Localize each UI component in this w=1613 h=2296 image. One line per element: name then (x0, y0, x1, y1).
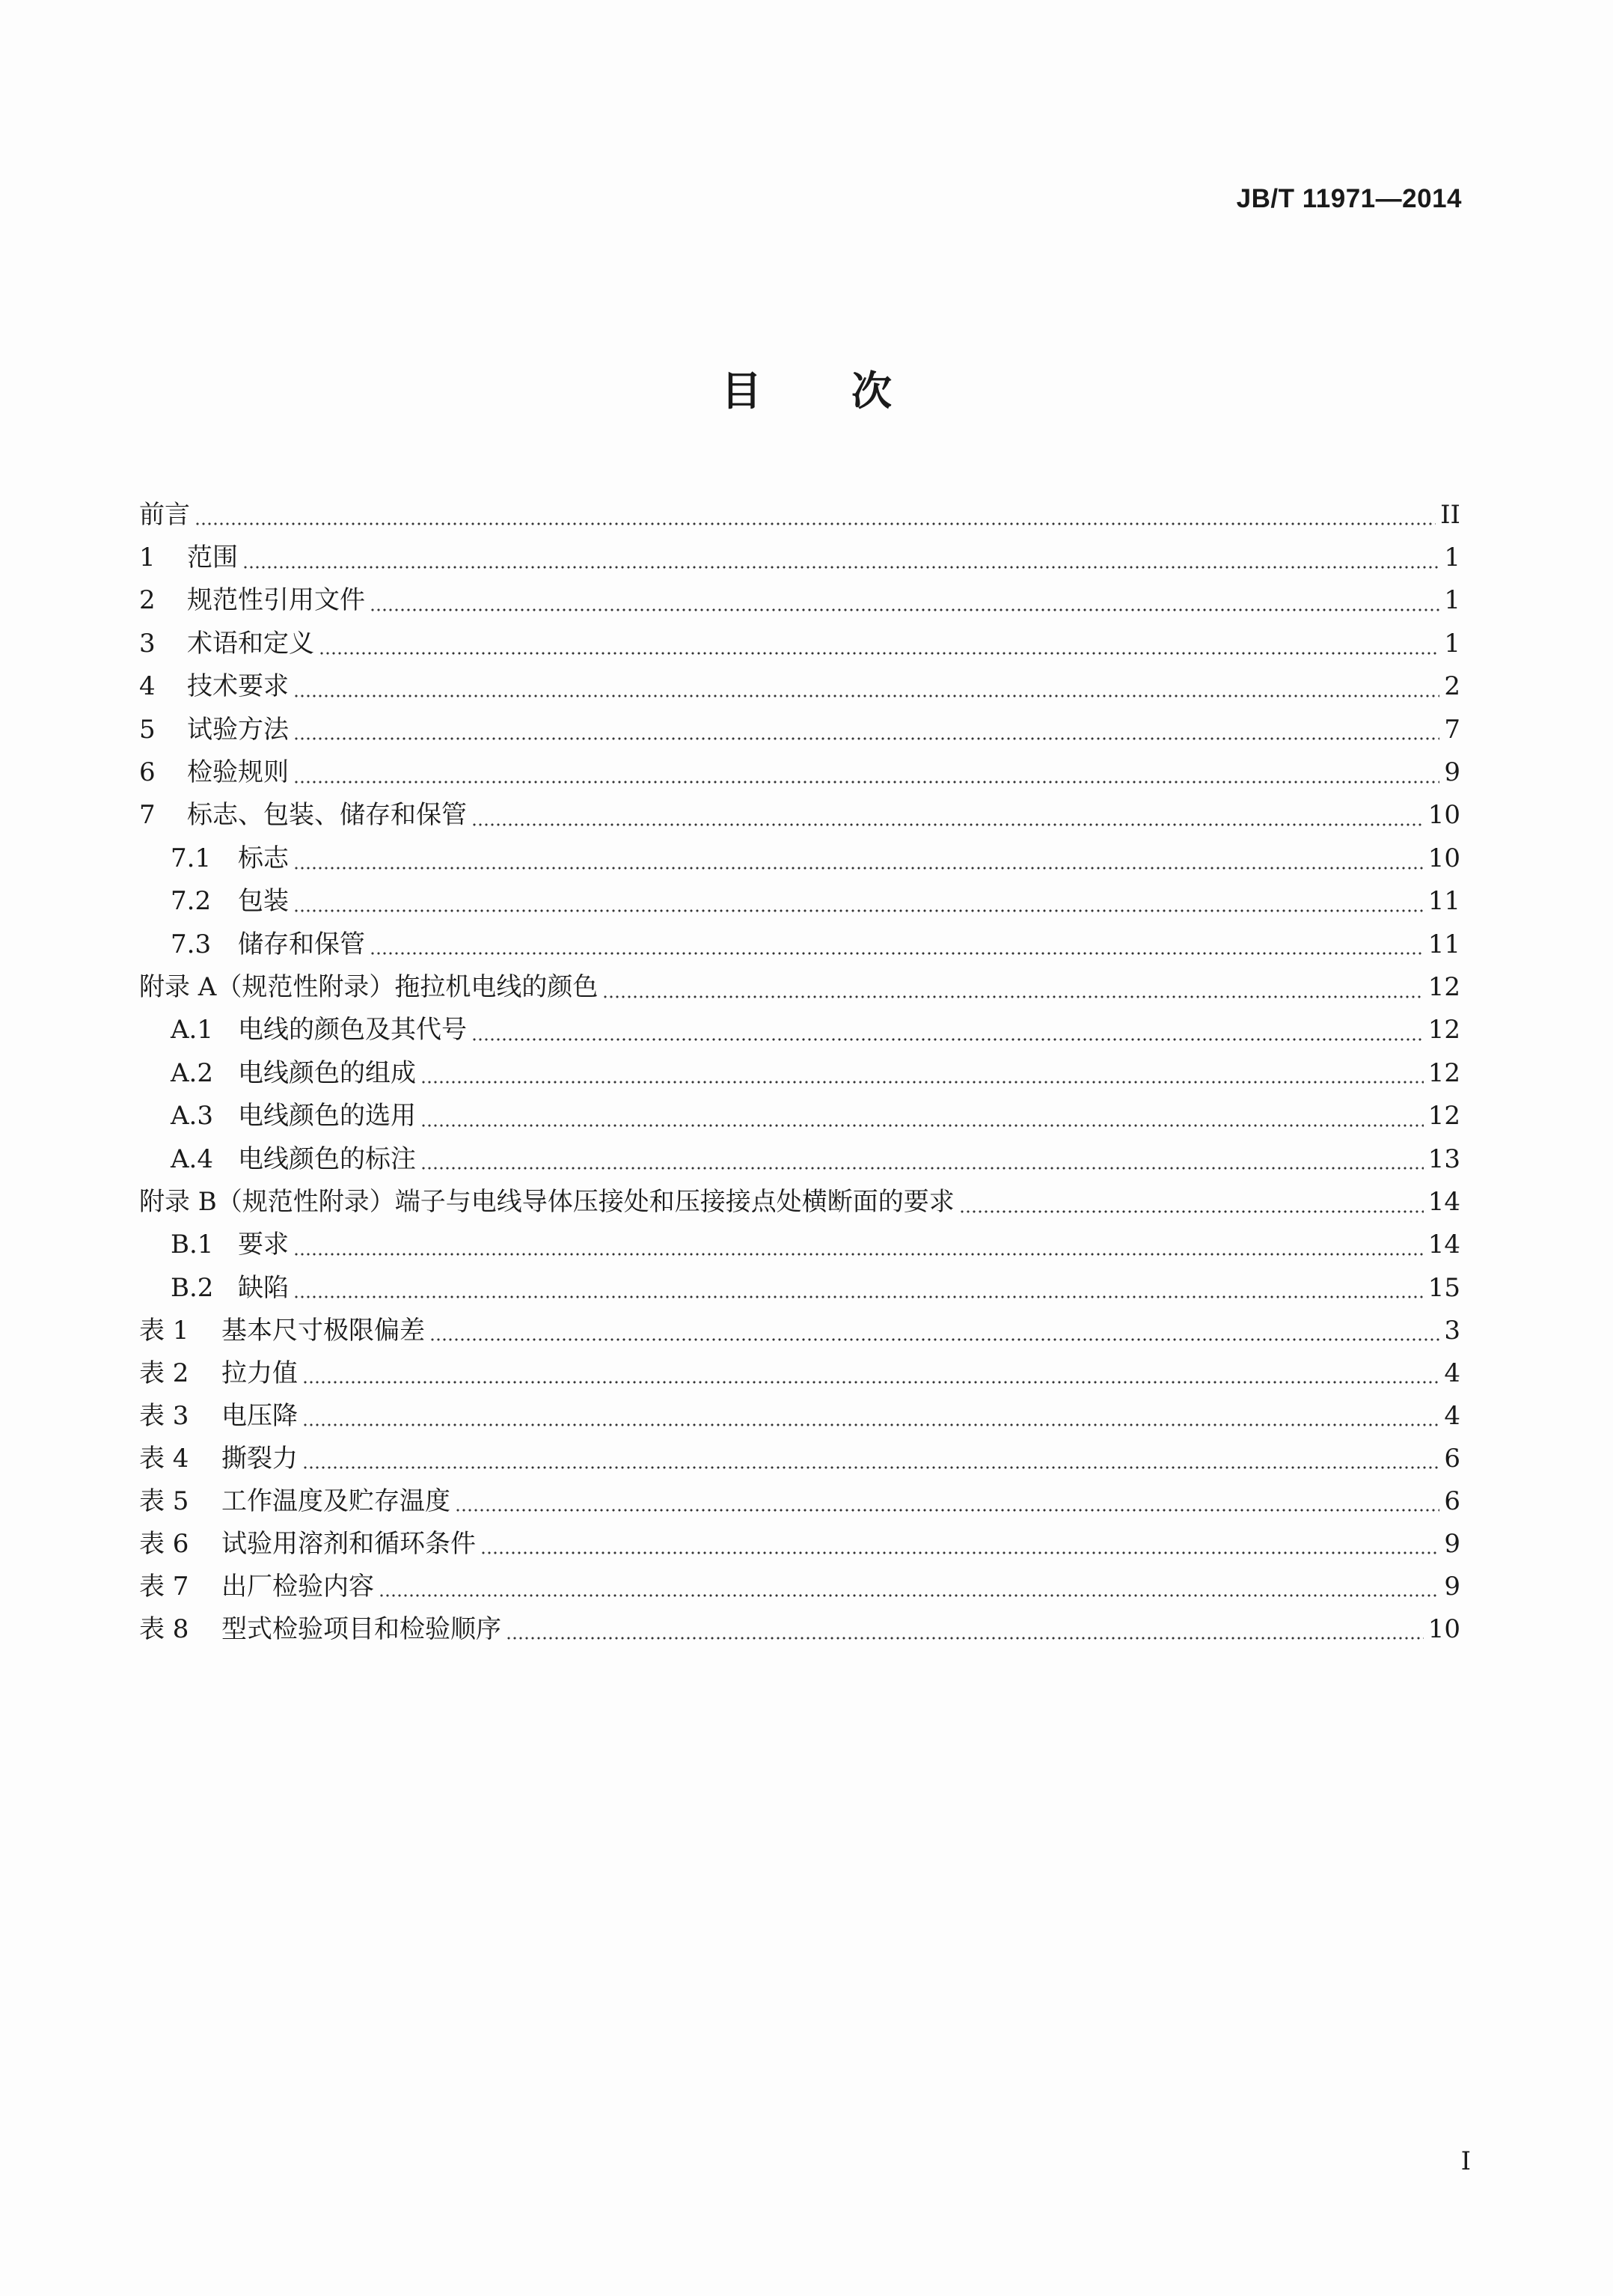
toc-entry-number: 2 (139, 585, 156, 616)
toc-entry-page: 14 (1427, 1186, 1460, 1217)
dot-leader (471, 1036, 1424, 1042)
toc-entry-table[interactable] (139, 1565, 1460, 1607)
toc-entry-label: 基本尺寸极限偏差 (221, 1315, 425, 1346)
dot-leader (480, 1550, 1439, 1556)
toc-entry-page: 14 (1427, 1230, 1460, 1260)
toc-entry-chapter[interactable] (139, 579, 1460, 622)
standard-number: JB/T 11971—2014 (1236, 184, 1462, 213)
toc-entry-page: 6 (1444, 1443, 1460, 1474)
toc-entry-number: 表 7 (139, 1571, 189, 1602)
toc-entry-page: 1 (1444, 628, 1460, 659)
dot-leader (293, 779, 1439, 785)
toc-entry-page: 7 (1444, 714, 1460, 745)
toc-entry-label: 包装 (238, 886, 289, 917)
dot-leader (370, 950, 1424, 956)
toc-entry-table[interactable] (139, 1480, 1460, 1522)
toc-entry-table[interactable] (139, 1352, 1460, 1394)
toc-entry-number: A.3 (171, 1101, 213, 1132)
dot-leader (302, 1379, 1439, 1385)
page-number: I (1460, 2146, 1471, 2176)
toc-entry-number: 5 (139, 714, 156, 745)
toc-entry-section[interactable] (139, 880, 1460, 923)
toc-entry-label: 检验规则 (187, 757, 289, 788)
dot-leader (319, 650, 1439, 656)
dot-leader (959, 1209, 1424, 1215)
toc-entry-chapter[interactable] (139, 751, 1460, 793)
toc-entry-section[interactable] (139, 1224, 1460, 1266)
toc-entry-preface[interactable] (139, 493, 1460, 536)
toc-entry-label: 电线颜色的选用 (238, 1101, 416, 1132)
dot-leader (602, 994, 1423, 1000)
toc-entry-label: 附录 B（规范性附录）端子与电线导体压接处和压接接点处横断面的要求 (139, 1186, 955, 1217)
toc-entry-label: 拉力值 (221, 1358, 298, 1388)
toc-entry-label: 型式检验项目和检验顺序 (221, 1613, 501, 1644)
dot-leader (420, 1165, 1424, 1171)
toc-entry-page: 12 (1427, 1101, 1460, 1132)
toc-entry-number: B.2 (171, 1272, 214, 1303)
dot-leader (420, 1079, 1424, 1085)
dot-leader (471, 822, 1424, 828)
toc-entry-page: 3 (1444, 1315, 1460, 1346)
toc-entry-number: 表 5 (139, 1486, 189, 1516)
toc-entry-page: 10 (1427, 1613, 1460, 1644)
toc-entry-chapter[interactable] (139, 794, 1460, 837)
toc-entry-number: 表 6 (139, 1528, 189, 1559)
page-title: 目次 (721, 367, 982, 415)
toc-entry-page: 1 (1444, 543, 1460, 573)
toc-entry-chapter[interactable] (139, 665, 1460, 708)
toc-entry-page: 9 (1444, 757, 1460, 788)
toc-entry-page: 4 (1444, 1400, 1460, 1431)
dot-leader (420, 1123, 1424, 1129)
toc-entry-number: 6 (139, 757, 156, 788)
toc-entry-page: 2 (1444, 671, 1460, 702)
toc-entry-number: 表 2 (139, 1358, 189, 1388)
toc-entry-page: 11 (1427, 886, 1460, 917)
toc-entry-number: B.1 (171, 1230, 214, 1260)
toc-entry-number: 表 4 (139, 1443, 189, 1474)
toc-entry-label: 试验用溶剂和循环条件 (221, 1528, 476, 1559)
toc-entry-page: 4 (1444, 1358, 1460, 1388)
toc-entry-table[interactable] (139, 1437, 1460, 1480)
toc-entry-section[interactable] (139, 1051, 1460, 1094)
toc-entry-label: 前言 (139, 499, 190, 530)
toc-entry-table[interactable] (139, 1394, 1460, 1437)
toc-entry-table[interactable] (139, 1522, 1460, 1565)
dot-leader (293, 908, 1424, 914)
toc-entry-page: 15 (1427, 1272, 1460, 1303)
toc-entry-number: A.2 (171, 1057, 213, 1088)
toc-entry-number: 7.1 (171, 843, 212, 873)
toc-entry-page: II (1440, 499, 1460, 530)
toc-entry-section[interactable] (139, 837, 1460, 879)
toc-entry-label: 出厂检验内容 (221, 1571, 374, 1602)
toc-entry-section[interactable] (139, 923, 1460, 965)
dot-leader (302, 1422, 1439, 1428)
dot-leader (455, 1507, 1439, 1513)
toc-entry-page: 12 (1427, 971, 1460, 1002)
toc-entry-label: 电线的颜色及其代号 (238, 1015, 467, 1045)
toc-entry-table[interactable] (139, 1309, 1460, 1352)
toc-entry-section[interactable] (139, 1009, 1460, 1051)
toc-entry-label: 标志、包装、储存和保管 (187, 800, 467, 831)
toc-entry-page: 12 (1427, 1057, 1460, 1088)
toc-entry-page: 12 (1427, 1015, 1460, 1045)
toc-entry-number: 表 3 (139, 1400, 189, 1431)
toc-entry-number: 7.3 (171, 929, 212, 959)
toc-entry-label: 试验方法 (187, 714, 289, 745)
toc-entry-section[interactable] (139, 1138, 1460, 1180)
toc-entry-appendix-a[interactable] (139, 965, 1460, 1008)
dot-leader (195, 521, 1436, 527)
dot-leader (293, 1294, 1424, 1300)
toc-entry-label: 电压降 (221, 1400, 298, 1431)
toc-entry-label: 撕裂力 (221, 1443, 298, 1474)
toc-entry-number: 7.2 (171, 886, 212, 917)
dot-leader (429, 1337, 1439, 1343)
toc-entry-label: 规范性引用文件 (187, 585, 365, 616)
dot-leader (242, 564, 1439, 570)
toc-entry-number: 1 (139, 543, 156, 573)
toc-entry-appendix-b[interactable] (139, 1180, 1460, 1223)
toc-entry-label: 标志 (238, 843, 289, 873)
toc-entry-chapter[interactable] (139, 708, 1460, 751)
toc-entry-label: 电线颜色的组成 (238, 1057, 416, 1088)
toc-entry-section[interactable] (139, 1094, 1460, 1137)
toc-entry-section[interactable] (139, 1266, 1460, 1309)
toc-entry-number: 3 (139, 628, 156, 659)
toc-entry-label: 范围 (187, 543, 238, 573)
toc-entry-label: 技术要求 (187, 671, 289, 702)
toc-entry-number: A.1 (171, 1015, 213, 1045)
toc-entry-chapter[interactable] (139, 622, 1460, 665)
toc-entry-label: 缺陷 (238, 1272, 289, 1303)
toc-entry-page: 9 (1444, 1571, 1460, 1602)
dot-leader (293, 1251, 1424, 1257)
toc-entry-label: 要求 (238, 1230, 289, 1260)
toc-entry-number: 表 8 (139, 1613, 189, 1644)
table-of-contents (139, 493, 1460, 1650)
toc-entry-number: A.4 (171, 1144, 213, 1174)
dot-leader (293, 693, 1439, 699)
dot-leader (302, 1465, 1439, 1471)
dot-leader (293, 736, 1439, 742)
toc-entry-label: 工作温度及贮存温度 (221, 1486, 450, 1516)
toc-entry-number: 4 (139, 671, 156, 702)
toc-entry-page: 13 (1427, 1144, 1460, 1174)
toc-entry-page: 10 (1427, 843, 1460, 873)
toc-entry-page: 10 (1427, 800, 1460, 831)
toc-entry-number: 表 1 (139, 1315, 189, 1346)
toc-entry-page: 1 (1444, 585, 1460, 616)
toc-entry-page: 6 (1444, 1486, 1460, 1516)
toc-entry-label: 电线颜色的标注 (238, 1144, 416, 1174)
toc-entry-page: 9 (1444, 1528, 1460, 1559)
dot-leader (370, 607, 1439, 613)
toc-entry-chapter[interactable] (139, 536, 1460, 578)
dot-leader (293, 865, 1424, 871)
toc-entry-number: 7 (139, 800, 156, 831)
toc-entry-label: 术语和定义 (187, 628, 314, 659)
dot-leader (379, 1593, 1439, 1599)
toc-entry-table[interactable] (139, 1607, 1460, 1650)
dot-leader (506, 1635, 1424, 1641)
toc-entry-label: 附录 A（规范性附录）拖拉机电线的颜色 (139, 971, 599, 1002)
toc-entry-page: 11 (1427, 929, 1460, 959)
toc-entry-label: 储存和保管 (238, 929, 365, 959)
